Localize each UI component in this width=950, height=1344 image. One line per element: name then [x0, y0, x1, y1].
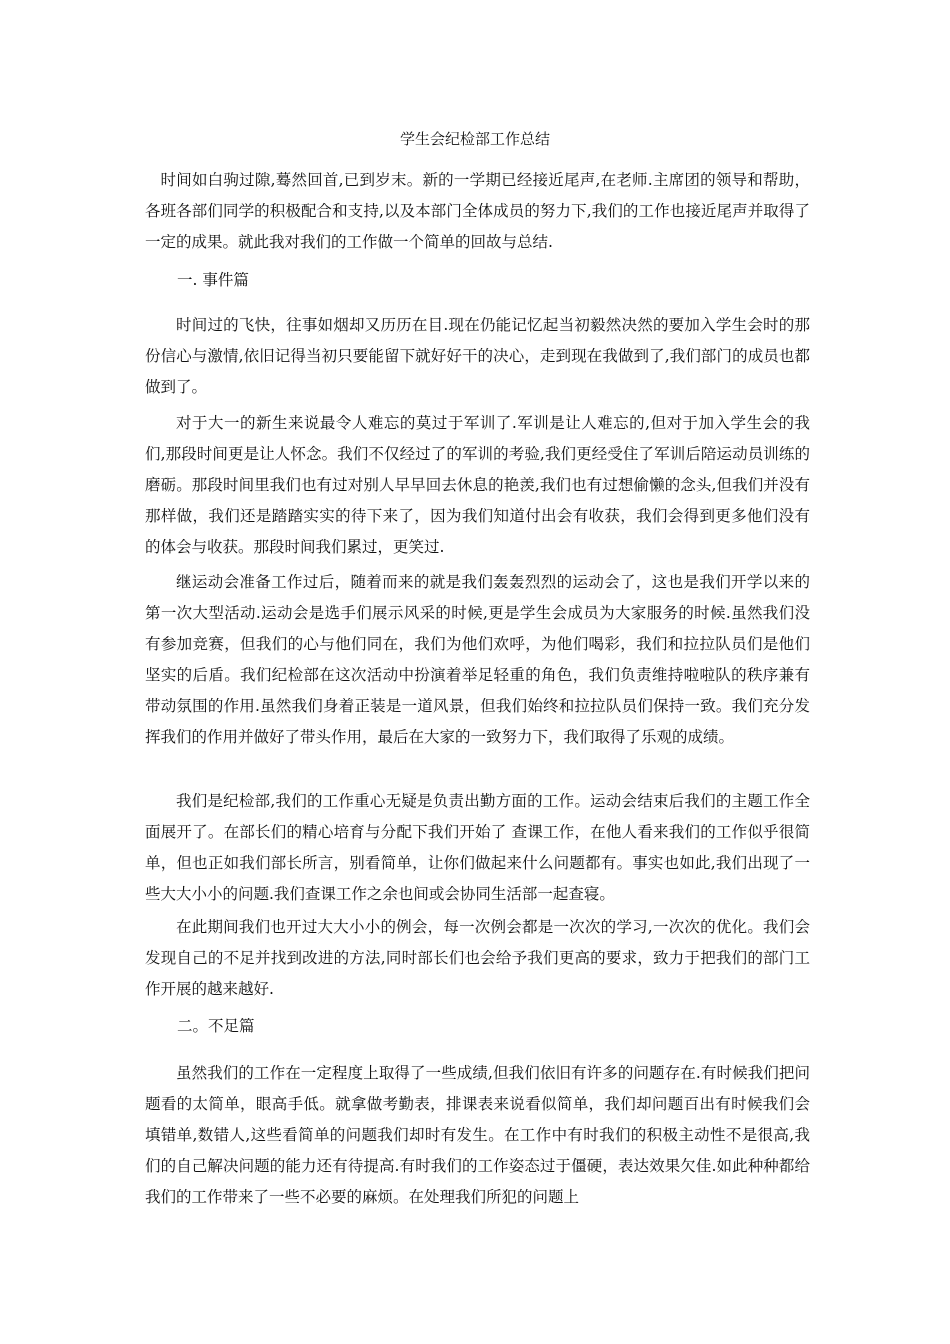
section-heading-events: 一. 事件篇 — [177, 271, 249, 289]
intro-paragraph: 时间如白驹过隙,蓦然回首,已到岁末。新的一学期已经接近尾声,在老师.主席团的领导和帮助，各班各部们同学的积极配合和支持,以及本部门全体成员的努力下,我们的工作也接近尾声并取得了一定的成果。就此我对我们的工作做一个简单的回故与总结. — [145, 171, 810, 251]
shortcomings-paragraph-1: 虽然我们的工作在一定程度上取得了一些成绩,但我们依旧有许多的问题存在.有时候我们把问题看的太简单，眼高手低。就拿做考勤表，排课表来说看似简单，我们却问题百出有时候我们会填错单,数错人,这些看简单的问题我们却时有发生。在工作中有时我们的积极主动性不是很高,我们的自己解决问题的能力还有待提高.有时我们的工作姿态过于僵硬，表达效果欠佳.如此种种都给我们的工作带来了一些不必要的麻烦。在处理我们所犯的问题上 — [145, 1064, 810, 1206]
events-paragraph-5: 在此期间我们也开过大大小小的例会，每一次例会都是一次次的学习,一次次的优化。我们会发现自己的不足并找到改进的方法,同时部长们也会给予我们更高的要求，致力于把我们的部门工作开展的越来越好. — [145, 918, 810, 998]
events-paragraph-2: 对于大一的新生来说最令人难忘的莫过于军训了.军训是让人难忘的,但对于加入学生会的我们,那段时间更是让人怀念。我们不仅经过了的军训的考验,我们更经受住了军训后陪运动员训练的磨砺。那段时间里我们也有过对别人早早回去休息的艳羡,我们也有过想偷懒的念头,但我们并没有那样做，我们还是踏踏实实的待下来了，因为我们知道付出会有收获，我们会得到更多他们没有的体会与收获。那段时间我们累过，更笑过. — [145, 414, 810, 556]
section-heading-shortcomings: 二。不足篇 — [177, 1017, 255, 1035]
events-paragraph-3: 继运动会准备工作过后，随着而来的就是我们轰轰烈烈的运动会了，这也是我们开学以来的第一次大型活动.运动会是选手们展示风采的时候,更是学生会成员为大家服务的时候.虽然我们没有参加竞赛，但我们的心与他们同在，我们为他们欢呼，为他们喝彩，我们和拉拉队员们是他们坚实的后盾。我们纪检部在这次活动中扮演着举足轻重的角色，我们负责维持啦啦队的秩序兼有带动氛围的作用.虽然我们身着正装是一道风景，但我们始终和拉拉队员们保持一致。我们充分发挥我们的作用并做好了带头作用，最后在大家的一致努力下，我们取得了乐观的成绩。 — [145, 573, 810, 746]
events-paragraph-4: 我们是纪检部,我们的工作重心无疑是负责出勤方面的工作。运动会结束后我们的主题工作全面展开了。在部长们的精心培育与分配下我们开始了 查课工作，在他人看来我们的工作似乎很简单，但也正如我们部长所言，别看简单，让你们做起来什么问题都有。事实也如此,我们出现了一些大大小小的问题.我们查课工作之余也间或会协同生活部一起查寝。 — [145, 792, 810, 903]
events-paragraph-1: 时间过的飞快，往事如烟却又历历在目.现在仍能记忆起当初毅然决然的要加入学生会时的那份信心与激情,依旧记得当初只要能留下就好好干的决心，走到现在我做到了,我们部门的成员也都做到了。 — [145, 316, 810, 396]
document-title: 学生会纪检部工作总结 — [399, 130, 550, 148]
